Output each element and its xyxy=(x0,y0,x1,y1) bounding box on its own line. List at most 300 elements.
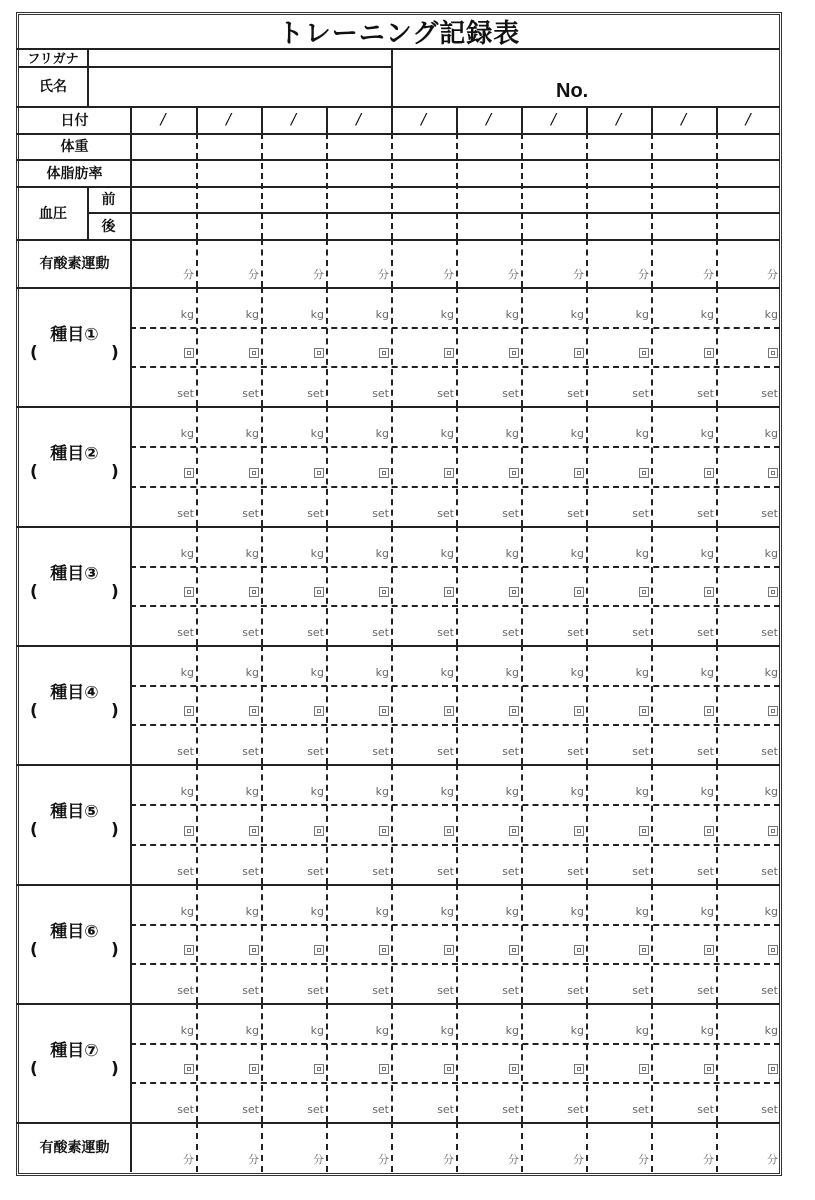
column-dash xyxy=(521,884,523,1003)
column-dash xyxy=(326,133,328,239)
column-dash xyxy=(651,406,653,526)
bodyfat-cell-1[interactable] xyxy=(130,159,196,186)
exercise-6-weight-cell-4[interactable] xyxy=(326,884,391,924)
column-dash xyxy=(326,764,328,884)
bp-before-cell-9[interactable] xyxy=(651,186,716,212)
exercise-7-weight-cell-2[interactable] xyxy=(196,1003,261,1043)
exercise-3-sets-cell-5[interactable] xyxy=(391,605,456,645)
weight-cell-9[interactable] xyxy=(651,133,716,159)
exercise-7-weight-cell-6[interactable] xyxy=(456,1003,521,1043)
exercise-1-weight-cell-8[interactable] xyxy=(586,287,651,327)
exercise-5-weight-cell-5[interactable] xyxy=(391,764,456,804)
reps-unit-icon xyxy=(574,468,584,478)
reps-unit-icon xyxy=(639,1064,649,1074)
exercise-4-sets-cell-6[interactable] xyxy=(456,724,521,764)
exercise-5-sets-cell-5[interactable] xyxy=(391,844,456,884)
weight-label: 体重 xyxy=(60,139,89,155)
bp-after-cell-8[interactable] xyxy=(586,212,651,239)
exercise-1-sets-cell-8[interactable] xyxy=(586,366,651,406)
exercise-6-close-paren: ) xyxy=(111,939,119,960)
bp-before-cell-8[interactable] xyxy=(586,186,651,212)
exercise-3-weight-cell-6[interactable] xyxy=(456,526,521,566)
exercise-6-sets-cell-3[interactable] xyxy=(261,963,326,1003)
column-dash xyxy=(456,287,458,406)
exercise-3-sets-cell-1[interactable] xyxy=(130,605,196,645)
exercise-1-weight-cell-1[interactable] xyxy=(130,287,196,327)
exercise-1-weight-cell-7[interactable] xyxy=(521,287,586,327)
exercise-2-weight-cell-8[interactable] xyxy=(586,406,651,446)
date-cell-8[interactable]: / xyxy=(615,110,622,128)
exercise-6-weight-cell-10[interactable] xyxy=(716,884,780,924)
exercise-4-weight-cell-4[interactable] xyxy=(326,645,391,685)
reps-unit-icon xyxy=(574,1064,584,1074)
exercise-5-name-field[interactable] xyxy=(38,824,108,846)
exercise-2-sets-cell-6[interactable] xyxy=(456,486,521,526)
exercise-4-weight-cell-2[interactable] xyxy=(196,645,261,685)
kg-unit: kg xyxy=(245,427,259,440)
exercise-1-sets-cell-2[interactable] xyxy=(196,366,261,406)
record-number-field[interactable] xyxy=(590,70,770,104)
divider xyxy=(456,106,458,133)
exercise-7-sets-cell-6[interactable] xyxy=(456,1082,521,1122)
exercise-1-weight-cell-6[interactable] xyxy=(456,287,521,327)
exercise-1-sets-cell-6[interactable] xyxy=(456,366,521,406)
exercise-7-sets-cell-10[interactable] xyxy=(716,1082,780,1122)
kg-unit: kg xyxy=(700,308,714,321)
set-unit: set xyxy=(307,507,324,520)
divider xyxy=(651,106,653,133)
exercise-5-sets-cell-6[interactable] xyxy=(456,844,521,884)
exercise-2-weight-cell-2[interactable] xyxy=(196,406,261,446)
exercise-2-sets-cell-4[interactable] xyxy=(326,486,391,526)
exercise-2-sets-cell-8[interactable] xyxy=(586,486,651,526)
exercise-1-sets-cell-4[interactable] xyxy=(326,366,391,406)
minutes-unit: 分 xyxy=(183,268,194,281)
exercise-7-weight-cell-3[interactable] xyxy=(261,1003,326,1043)
reps-unit xyxy=(611,468,649,481)
column-dash xyxy=(651,1003,653,1122)
reps-unit xyxy=(676,348,714,361)
exercise-2-sets-cell-3[interactable] xyxy=(261,486,326,526)
reps-unit xyxy=(221,468,259,481)
column-dash xyxy=(326,1122,328,1172)
bp-after-cell-9[interactable] xyxy=(651,212,716,239)
bp-before-cell-4[interactable] xyxy=(326,186,391,212)
exercise-6-sets-cell-1[interactable] xyxy=(130,963,196,1003)
column-dash xyxy=(391,287,393,406)
weight-cell-2[interactable] xyxy=(196,133,261,159)
exercise-2-open-paren: ( xyxy=(30,462,38,482)
weight-cell-6[interactable] xyxy=(456,133,521,159)
bodyfat-cell-5[interactable] xyxy=(391,159,456,186)
set-unit: set xyxy=(437,626,454,639)
exercise-6-weight-cell-7[interactable] xyxy=(521,884,586,924)
exercise-6-weight-cell-5[interactable] xyxy=(391,884,456,924)
reps-unit xyxy=(481,587,519,600)
exercise-3-sets-cell-10[interactable] xyxy=(716,605,780,645)
reps-unit-icon xyxy=(379,826,389,836)
bp-before-cell-5[interactable] xyxy=(391,186,456,212)
exercise-4-weight-cell-1[interactable] xyxy=(130,645,196,685)
exercise-7-name-field[interactable] xyxy=(38,1063,108,1085)
bp-after-cell-6[interactable] xyxy=(456,212,521,239)
column-dash xyxy=(716,1003,718,1122)
exercise-4-sets-cell-3[interactable] xyxy=(261,724,326,764)
exercise-4-sets-cell-10[interactable] xyxy=(716,724,780,764)
exercise-3-sets-cell-2[interactable] xyxy=(196,605,261,645)
exercise-3-sets-cell-6[interactable] xyxy=(456,605,521,645)
kg-unit: kg xyxy=(635,905,649,918)
exercise-6-sets-cell-8[interactable] xyxy=(586,963,651,1003)
minutes-unit: 分 xyxy=(573,268,584,281)
exercise-7-sets-cell-5[interactable] xyxy=(391,1082,456,1122)
reps-unit-icon xyxy=(639,348,649,358)
reps-unit-icon xyxy=(379,706,389,716)
bp-after-cell-1[interactable] xyxy=(130,212,196,239)
bp-after-cell-7[interactable] xyxy=(521,212,586,239)
column-dash xyxy=(586,133,588,239)
exercise-7-weight-cell-10[interactable] xyxy=(716,1003,780,1043)
bp-after-cell-3[interactable] xyxy=(261,212,326,239)
exercise-3-name-field[interactable] xyxy=(38,586,108,608)
reps-unit-icon xyxy=(574,706,584,716)
kg-unit: kg xyxy=(375,427,389,440)
exercise-5-weight-cell-4[interactable] xyxy=(326,764,391,804)
reps-unit-icon xyxy=(184,587,194,597)
exercise-1-close-paren: ) xyxy=(111,342,119,363)
reps-unit-icon xyxy=(314,587,324,597)
date-label: 日付 xyxy=(60,112,89,129)
column-dash xyxy=(651,884,653,1003)
name-label: 氏名 xyxy=(39,79,67,95)
bp-before-cell-7[interactable] xyxy=(521,186,586,212)
kg-unit: kg xyxy=(440,308,454,321)
exercise-6-weight-cell-6[interactable] xyxy=(456,884,521,924)
furigana-field[interactable] xyxy=(87,48,391,66)
exercise-3-sets-cell-7[interactable] xyxy=(521,605,586,645)
kg-unit: kg xyxy=(764,1024,778,1037)
bodyfat-cell-7[interactable] xyxy=(521,159,586,186)
exercise-4-sets-cell-8[interactable] xyxy=(586,724,651,764)
set-unit: set xyxy=(697,984,714,997)
exercise-2-name-field[interactable] xyxy=(38,466,108,488)
reps-unit xyxy=(221,348,259,361)
divider xyxy=(391,106,393,133)
exercise-1-weight-cell-3[interactable] xyxy=(261,287,326,327)
set-unit: set xyxy=(761,626,778,639)
reps-unit xyxy=(676,706,714,719)
exercise-5-weight-cell-7[interactable] xyxy=(521,764,586,804)
exercise-1-sets-cell-10[interactable] xyxy=(716,366,780,406)
reps-unit-icon xyxy=(249,1064,259,1074)
column-dash xyxy=(261,764,263,884)
exercise-4-weight-cell-5[interactable] xyxy=(391,645,456,685)
column-dash xyxy=(326,526,328,645)
reps-unit xyxy=(481,348,519,361)
exercise-7-weight-cell-5[interactable] xyxy=(391,1003,456,1043)
reps-unit xyxy=(481,1064,519,1077)
weight-cell-1[interactable] xyxy=(130,133,196,159)
bp-before-cell-2[interactable] xyxy=(196,186,261,212)
exercise-3-weight-cell-1[interactable] xyxy=(130,526,196,566)
exercise-7-sets-cell-4[interactable] xyxy=(326,1082,391,1122)
exercise-2-weight-cell-9[interactable] xyxy=(651,406,716,446)
bp-after-cell-2[interactable] xyxy=(196,212,261,239)
kg-unit: kg xyxy=(440,427,454,440)
bp-after-cell-5[interactable] xyxy=(391,212,456,239)
reps-unit-icon xyxy=(184,826,194,836)
minutes-unit: 分 xyxy=(703,1153,714,1166)
kg-unit: kg xyxy=(570,308,584,321)
set-unit: set xyxy=(437,745,454,758)
exercise-2-weight-cell-3[interactable] xyxy=(261,406,326,446)
reps-unit xyxy=(740,1064,778,1077)
exercise-1-sets-cell-7[interactable] xyxy=(521,366,586,406)
set-unit: set xyxy=(372,984,389,997)
column-dash xyxy=(586,884,588,1003)
kg-unit: kg xyxy=(570,547,584,560)
column-dash xyxy=(326,1003,328,1122)
exercise-5-sets-cell-4[interactable] xyxy=(326,844,391,884)
date-cell-2[interactable]: / xyxy=(225,110,232,128)
exercise-4-weight-cell-6[interactable] xyxy=(456,645,521,685)
weight-cell-4[interactable] xyxy=(326,133,391,159)
exercise-4-sets-cell-4[interactable] xyxy=(326,724,391,764)
reps-unit xyxy=(156,826,194,839)
exercise-1-sets-cell-3[interactable] xyxy=(261,366,326,406)
exercise-4-weight-cell-8[interactable] xyxy=(586,645,651,685)
exercise-7-sets-cell-8[interactable] xyxy=(586,1082,651,1122)
bodyfat-cell-6[interactable] xyxy=(456,159,521,186)
date-cell-5[interactable]: / xyxy=(420,110,427,128)
exercise-5-sets-cell-3[interactable] xyxy=(261,844,326,884)
reps-unit-icon xyxy=(314,706,324,716)
exercise-6-weight-cell-1[interactable] xyxy=(130,884,196,924)
exercise-2-sets-cell-5[interactable] xyxy=(391,486,456,526)
exercise-5-weight-cell-10[interactable] xyxy=(716,764,780,804)
exercise-3-weight-cell-8[interactable] xyxy=(586,526,651,566)
exercise-5-weight-cell-9[interactable] xyxy=(651,764,716,804)
reps-unit xyxy=(676,468,714,481)
exercise-7-sets-cell-1[interactable] xyxy=(130,1082,196,1122)
exercise-6-sets-cell-6[interactable] xyxy=(456,963,521,1003)
exercise-1-name-field[interactable] xyxy=(38,347,108,369)
exercise-7-sets-cell-2[interactable] xyxy=(196,1082,261,1122)
exercise-2-sets-cell-9[interactable] xyxy=(651,486,716,526)
bp-before-cell-3[interactable] xyxy=(261,186,326,212)
exercise-4-weight-cell-10[interactable] xyxy=(716,645,780,685)
exercise-6-sets-cell-9[interactable] xyxy=(651,963,716,1003)
exercise-5-sets-cell-8[interactable] xyxy=(586,844,651,884)
bp-before-cell-6[interactable] xyxy=(456,186,521,212)
bp-before-cell-1[interactable] xyxy=(130,186,196,212)
exercise-2-sets-cell-2[interactable] xyxy=(196,486,261,526)
date-cell-3[interactable]: / xyxy=(290,110,297,128)
exercise-2-weight-cell-10[interactable] xyxy=(716,406,780,446)
exercise-5-weight-cell-6[interactable] xyxy=(456,764,521,804)
exercise-6-sets-cell-10[interactable] xyxy=(716,963,780,1003)
exercise-4-sets-cell-7[interactable] xyxy=(521,724,586,764)
exercise-1-weight-cell-9[interactable] xyxy=(651,287,716,327)
date-cell-10[interactable]: / xyxy=(745,110,751,128)
weight-cell-10[interactable] xyxy=(716,133,780,159)
weight-cell-7[interactable] xyxy=(521,133,586,159)
set-unit: set xyxy=(632,507,649,520)
column-dash xyxy=(261,133,263,239)
exercise-1-weight-cell-10[interactable] xyxy=(716,287,780,327)
exercise-6-weight-cell-3[interactable] xyxy=(261,884,326,924)
record-number-label: No. xyxy=(556,80,589,102)
date-cell-6[interactable]: / xyxy=(485,110,492,128)
date-cell-9[interactable]: / xyxy=(680,110,687,128)
column-dash xyxy=(521,239,523,287)
column-dash xyxy=(456,239,458,287)
exercise-4-sets-cell-1[interactable] xyxy=(130,724,196,764)
exercise-5-weight-cell-8[interactable] xyxy=(586,764,651,804)
exercise-6-sets-cell-4[interactable] xyxy=(326,963,391,1003)
exercise-3-sets-cell-3[interactable] xyxy=(261,605,326,645)
reps-unit-icon xyxy=(314,468,324,478)
exercise-6-name-field[interactable] xyxy=(38,944,108,966)
exercise-4-sets-cell-2[interactable] xyxy=(196,724,261,764)
column-dash xyxy=(521,287,523,406)
exercise-7-label: 種目⑦ xyxy=(50,1040,99,1061)
date-cell-7[interactable]: / xyxy=(550,110,557,128)
exercise-3-weight-cell-7[interactable] xyxy=(521,526,586,566)
reps-unit-icon xyxy=(184,706,194,716)
exercise-2-weight-cell-5[interactable] xyxy=(391,406,456,446)
exercise-3-weight-cell-4[interactable] xyxy=(326,526,391,566)
exercise-3-weight-cell-10[interactable] xyxy=(716,526,780,566)
exercise-5-weight-cell-3[interactable] xyxy=(261,764,326,804)
set-unit: set xyxy=(177,745,194,758)
bp-after-cell-4[interactable] xyxy=(326,212,391,239)
bodyfat-cell-9[interactable] xyxy=(651,159,716,186)
set-unit: set xyxy=(242,865,259,878)
exercise-7-weight-cell-7[interactable] xyxy=(521,1003,586,1043)
bp-before-cell-10[interactable] xyxy=(716,186,780,212)
exercise-5-sets-cell-10[interactable] xyxy=(716,844,780,884)
exercise-2-sets-cell-10[interactable] xyxy=(716,486,780,526)
weight-cell-5[interactable] xyxy=(391,133,456,159)
exercise-3-weight-cell-9[interactable] xyxy=(651,526,716,566)
exercise-6-weight-cell-9[interactable] xyxy=(651,884,716,924)
bodyfat-cell-2[interactable] xyxy=(196,159,261,186)
exercise-4-open-paren: ( xyxy=(30,700,38,721)
weight-cell-8[interactable] xyxy=(586,133,651,159)
exercise-1-sets-cell-5[interactable] xyxy=(391,366,456,406)
exercise-4-weight-cell-7[interactable] xyxy=(521,645,586,685)
set-unit: set xyxy=(697,626,714,639)
exercise-6-sets-cell-7[interactable] xyxy=(521,963,586,1003)
exercise-7-weight-cell-8[interactable] xyxy=(586,1003,651,1043)
reps-unit-icon xyxy=(768,945,778,955)
exercise-1-sets-cell-9[interactable] xyxy=(651,366,716,406)
exercise-6-sets-cell-2[interactable] xyxy=(196,963,261,1003)
column-dash xyxy=(456,1122,458,1172)
exercise-1-weight-cell-5[interactable] xyxy=(391,287,456,327)
exercise-4-weight-cell-3[interactable] xyxy=(261,645,326,685)
reps-unit xyxy=(481,945,519,958)
exercise-4-close-paren: ) xyxy=(111,700,119,721)
exercise-7-weight-cell-1[interactable] xyxy=(130,1003,196,1043)
exercise-4-weight-cell-9[interactable] xyxy=(651,645,716,685)
exercise-4-sets-cell-9[interactable] xyxy=(651,724,716,764)
weight-cell-3[interactable] xyxy=(261,133,326,159)
kg-unit: kg xyxy=(570,785,584,798)
reps-unit xyxy=(351,1064,389,1077)
exercise-2-sets-cell-1[interactable] xyxy=(130,486,196,526)
reps-unit xyxy=(740,826,778,839)
exercise-1-weight-cell-4[interactable] xyxy=(326,287,391,327)
column-dash xyxy=(391,239,393,287)
exercise-3-sets-cell-4[interactable] xyxy=(326,605,391,645)
exercise-2-sets-cell-7[interactable] xyxy=(521,486,586,526)
bodyfat-cell-8[interactable] xyxy=(586,159,651,186)
minutes-unit: 分 xyxy=(183,1153,194,1166)
reps-unit xyxy=(546,1064,584,1077)
exercise-7-weight-cell-9[interactable] xyxy=(651,1003,716,1043)
exercise-1-sets-cell-1[interactable] xyxy=(130,366,196,406)
exercise-2-weight-cell-4[interactable] xyxy=(326,406,391,446)
kg-unit: kg xyxy=(505,427,519,440)
exercise-6-weight-cell-8[interactable] xyxy=(586,884,651,924)
exercise-5-sets-cell-1[interactable] xyxy=(130,844,196,884)
reps-unit-icon xyxy=(704,587,714,597)
exercise-5-weight-cell-1[interactable] xyxy=(130,764,196,804)
bodyfat-cell-10[interactable] xyxy=(716,159,780,186)
blood-pressure-label: 血圧 xyxy=(39,205,67,222)
exercise-3-sets-cell-8[interactable] xyxy=(586,605,651,645)
exercise-5-weight-cell-2[interactable] xyxy=(196,764,261,804)
reps-unit xyxy=(156,706,194,719)
exercise-4-sets-cell-5[interactable] xyxy=(391,724,456,764)
exercise-6-sets-cell-5[interactable] xyxy=(391,963,456,1003)
bodyfat-cell-3[interactable] xyxy=(261,159,326,186)
bodyfat-cell-4[interactable] xyxy=(326,159,391,186)
reps-unit-icon xyxy=(509,348,519,358)
exercise-2-weight-cell-6[interactable] xyxy=(456,406,521,446)
exercise-5-sets-cell-2[interactable] xyxy=(196,844,261,884)
exercise-5-sets-cell-9[interactable] xyxy=(651,844,716,884)
reps-unit-icon xyxy=(704,945,714,955)
date-cell-1[interactable]: / xyxy=(160,110,166,128)
set-unit: set xyxy=(307,745,324,758)
exercise-7-sets-cell-7[interactable] xyxy=(521,1082,586,1122)
exercise-5-close-paren: ) xyxy=(111,820,119,840)
exercise-2-weight-cell-7[interactable] xyxy=(521,406,586,446)
exercise-7-sets-cell-3[interactable] xyxy=(261,1082,326,1122)
bp-after-cell-10[interactable] xyxy=(716,212,780,239)
exercise-1-weight-cell-2[interactable] xyxy=(196,287,261,327)
exercise-2-weight-cell-1[interactable] xyxy=(130,406,196,446)
exercise-3-weight-cell-3[interactable] xyxy=(261,526,326,566)
exercise-3-sets-cell-9[interactable] xyxy=(651,605,716,645)
column-dash xyxy=(391,764,393,884)
name-field[interactable] xyxy=(87,66,391,106)
exercise-3-weight-cell-2[interactable] xyxy=(196,526,261,566)
kg-unit: kg xyxy=(180,905,194,918)
exercise-5-sets-cell-7[interactable] xyxy=(521,844,586,884)
exercise-4-name-field[interactable] xyxy=(38,705,108,727)
exercise-7-sets-cell-9[interactable] xyxy=(651,1082,716,1122)
divider xyxy=(87,48,89,106)
date-cell-4[interactable]: / xyxy=(355,110,362,128)
exercise-6-weight-cell-2[interactable] xyxy=(196,884,261,924)
reps-unit xyxy=(351,587,389,600)
exercise-3-weight-cell-5[interactable] xyxy=(391,526,456,566)
exercise-7-weight-cell-4[interactable] xyxy=(326,1003,391,1043)
